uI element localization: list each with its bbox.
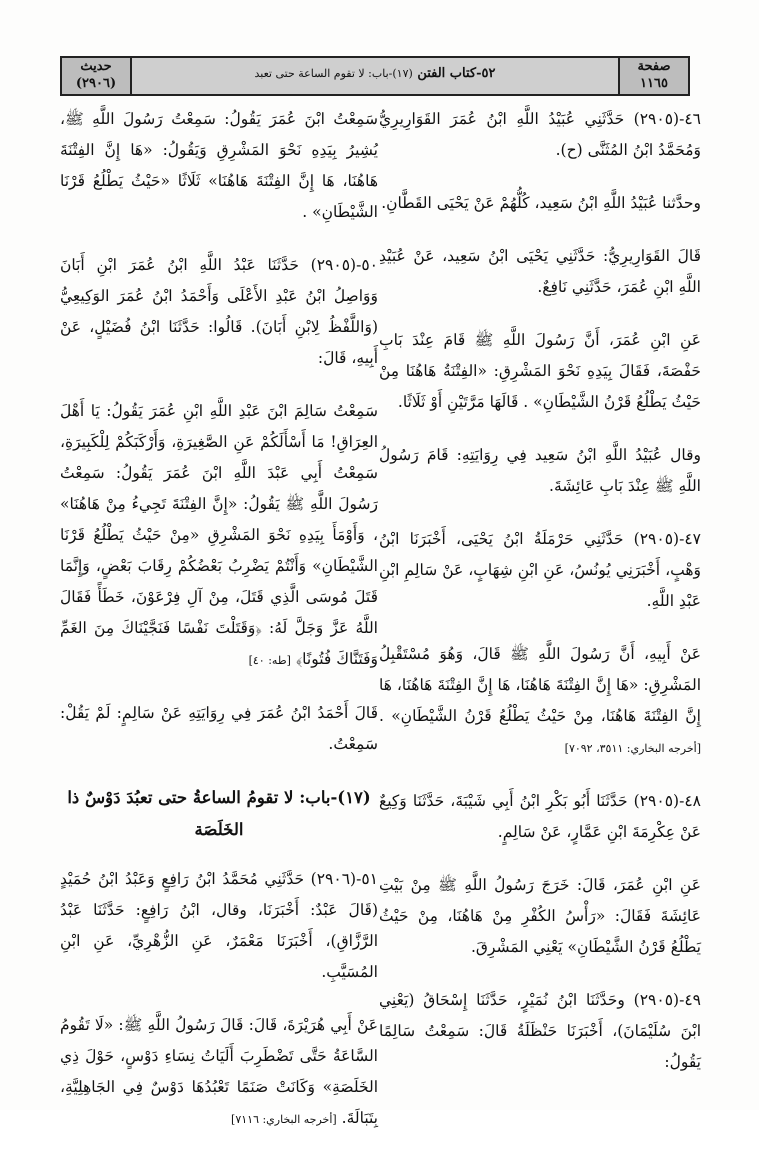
- chapter-heading: (١٧)-باب: لا تقومُ الساعةُ حتى تعبُدَ دَوْسٌ ذا الخَلَصَة: [67, 788, 371, 839]
- hadith-51-isnad: ٥١-(٢٩٠٦) حَدَّثَنِي مُحَمَّدُ ابْنُ رَافِعٍ وَعَبْدُ ابْنُ حُمَيْدٍ (قَالَ عَبْدٌ: أَخْبَرَنَا، وقال، ابْنُ رَافِعٍ: حَدَّثَنَا عَبْدُ الرَّزَّاقِ)، أَخْبَرَنَا مَعْمَرٌ، عَنِ الزُّهْرِيِّ، عَنِ ابْنِ المُسَيَّبِ.: [60, 870, 378, 981]
- page-number-box: [618, 58, 688, 94]
- right-column: [379, 104, 701, 1100]
- page-label: صفحة: [637, 59, 671, 74]
- chapter-title: (١٧)-باب: لا تقوم الساعة حتى تعبد: [254, 67, 413, 80]
- hadith-50-isnad: ٥٠-(٢٩٠٥) حَدَّثَنَا عَبْدُ اللَّهِ ابْنُ عُمَرَ ابْنِ أَبَانَ وَوَاصِلُ ابْنُ عَبْدِ الأَعْلَى وَأَحْمَدُ ابْنُ عُمَرَ الوَكِيعِيُّ (وَاللَّفْظُ لِابْنِ أَبَانَ). قَالُوا: حَدَّثَنَا ابْنُ فُضَيْلٍ، عَنْ أَبِيهِ، قَالَ:: [60, 256, 378, 367]
- hadith-number: (٢٩٠٦): [75, 76, 117, 91]
- hadith-46-note: وقال عُبَيْدُ اللَّهِ ابْنُ سَعِيد فِي رِوَايَتِهِ: قَامَ رَسُولُ اللَّهِ ﷺ عِنْدَ بَابِ عَائِشَةَ.: [379, 446, 701, 495]
- hadith-46-isnad: ٤٦-(٢٩٠٥) حَدَّثَنِي عُبَيْدُ اللَّهِ ابْنُ عُمَرَ القَوَارِيرِيُّ وَمُحَمَّدُ ابْنُ المُثَنَّى (ح).: [379, 110, 701, 159]
- hadith-46-matn: عَنِ ابْنِ عُمَرَ، أَنَّ رَسُولَ اللَّهِ ﷺ قَامَ عِنْدَ بَابِ حَفْصَةَ، فَقَالَ بِيَدِهِ نَحْوَ المَشْرِقِ: «الفِتْنَةُ هَاهُنَا مِنْ حَيْثُ يَطْلُعُ قَرْنُ الشَّيْطَانِ» . قَالَهَا مَرَّتَيْنِ أَوْ ثَلَاثًا.: [379, 331, 701, 411]
- page-number: ١١٦٥: [640, 76, 668, 91]
- hadith-46-isnad-3: قَالَ القَوَارِيرِيُّ: حَدَّثَنِي يَحْيَى ابْنُ سَعِيد، عَنْ عُبَيْدِ اللَّهِ ابْنِ عُمَرَ، حَدَّثَنِي نَافِعٌ.: [379, 247, 701, 296]
- quran-reference: [طه: ٤٠]: [248, 654, 291, 667]
- hadith-50-text: سَمِعْتُ سَالِمَ ابْنَ عَبْدِ اللَّهِ ابْنِ عُمَرَ يَقُولُ: يَا أَهْلَ العِرَاقِ! مَا أَسْأَلَكُمْ عَنِ الصَّغِيرَةِ، وَأَرْكَبَكُمْ لِلْكَبِيرَةِ، سَمِعْتُ أَبِي عَبْدَ اللَّهِ ابْنَ عُمَرَ يَقُولُ: سَمِعْتُ رَسُولَ اللَّهِ ﷺ يَقُولُ: «إِنَّ الفِتْنَةَ تَجِيءُ مِنْ هَاهُنَا» ، وَأَوْمَأَ بِيَدِهِ نَحْوَ المَشْرِقِ «مِنْ حَيْثُ يَطْلُعُ قَرْنَا الشَّيْطَانِ» وَأَنْتُمْ يَضْرِبُ بَعْضُكُمْ رِقَابَ بَعْضٍ، وَإِنَّمَا قَتَلَ مُوسَى الَّذِي قَتَلَ، مِنْ آلِ فِرْعَوْنَ، خَطَأً فَقَالَ اللَّهُ عَزَّ وَجَلَّ لَهُ: ﴿وَقَتَلْتَ نَفْسًا فَنَجَّيْنَاكَ مِنَ الغَمِّ وَفَتَنَّاكَ فُتُونًا﴾: [60, 402, 378, 668]
- hadith-49-matn: سَمِعْتُ ابْنَ عُمَرَ يَقُولُ: سَمِعْتُ رَسُولَ اللَّهِ ﷺ، يُشِيرُ بِيَدِهِ نَحْوَ المَشْرِقِ وَيَقُولُ: «هَا إِنَّ الفِتْنَةَ هَاهُنَا، هَا إِنَّ الفِتْنَةَ هَاهُنَا» ثَلَاثًا «حَيْثُ يَطْلُعُ قَرْنَا الشَّيْطَانِ» .: [60, 110, 378, 221]
- hadith-47-matn: [379, 639, 701, 764]
- hadith-48-isnad: ٤٨-(٢٩٠٥) حَدَّثَنَا أَبُو بَكْرِ ابْنُ أَبِي شَيْبَةَ، حَدَّثَنَا وَكِيعٌ عَنْ عِكْرِمَةَ ابْنِ عَمَّارٍ، عَنْ سَالِمٍ.: [379, 792, 701, 841]
- page-header: [60, 56, 690, 96]
- hadith-label: حديث: [80, 59, 112, 74]
- hadith-51-text: عَنْ أَبِي هُرَيْرَةَ، قَالَ: قَالَ رَسُولُ اللَّهِ ﷺ: «لَا تَقُومُ السَّاعَةُ حَتَّى تَضْطَرِبَ أَلَيَاتُ نِسَاءِ دَوْسٍ، حَوْلَ ذِي الخَلَصَةِ» وَكَانَتْ صَنَمًا تَعْبُدُهَا دَوْسٌ فِي الجَاهِلِيَّةِ، بِتَبَالَةَ.: [60, 1016, 378, 1127]
- hadith-49-isnad: ٤٩-(٢٩٠٥) وحَدَّثَنَا ابْنُ نُمَيْرٍ، حَدَّثَنَا إِسْحَاقُ (يَعْنِي ابْنَ سُلَيْمَانَ)، أَخْبَرَنَا حَنْظَلَةُ قَالَ: سَمِعْتُ سَالِمًا يَقُولُ:: [379, 991, 701, 1071]
- hadith-50-matn: [60, 396, 378, 676]
- hadith-51-reference: [أخرجه البخاري: ٧١١٦]: [231, 1113, 337, 1126]
- hadith-51-matn: [60, 1010, 378, 1135]
- hadith-47-isnad: ٤٧-(٢٩٠٥) حَدَّثَنِي حَرْمَلَةُ ابْنُ يَحْيَى، أَخْبَرَنَا ابْنُ وَهْبٍ، أَخْبَرَنِي يُونُسُ، عَنِ ابْنِ شِهَابٍ، عَنْ سَالِمِ ابْنِ عَبْدِ اللَّهِ.: [379, 530, 701, 610]
- left-column: [60, 104, 378, 1157]
- book-title: ٥٢-كتاب الفتن: [417, 66, 496, 81]
- header-title-block: [142, 66, 608, 81]
- hadith-46-isnad-2: وحدَّثنا عُبَيْدُ اللَّهِ ابْنُ سَعِيد، كُلُّهُمْ عَنْ يَحْيَى القَطَّانِ.: [381, 194, 701, 212]
- hadith-48-matn: عَنِ ابْنِ عُمَرَ، قَالَ: خَرَجَ رَسُولُ اللَّهِ ﷺ مِنْ بَيْتِ عَائِشَةَ فَقَالَ: «رَأْسُ الكُفْرِ مِنْ هَاهُنَا، مِنْ حَيْثُ يَطْلُعُ قَرْنُ الشَّيْطَانِ» يَعْنِي المَشْرِقَ.: [379, 876, 701, 956]
- hadith-number-box: [62, 58, 132, 94]
- hadith-50-note: قَالَ أَحْمَدُ ابْنُ عُمَرَ فِي رِوَايَتِهِ عَنْ سَالِمٍ: لَمْ يَقُلْ: سَمِعْتُ.: [60, 704, 378, 753]
- hadith-47-reference: [أخرجه البخاري: ٣٥١١، ٧٠٩٢]: [564, 742, 701, 755]
- hadith-47-text: عَنْ أَبِيهِ، أَنَّ رَسُولَ اللَّهِ ﷺ قَالَ، وَهُوَ مُسْتَقْبِلُ المَشْرِقِ: «هَا إِنَّ الفِتْنَةَ هَاهُنَا، هَا إِنَّ الفِتْنَةَ هَاهُنَا، هَا إِنَّ الفِتْنَةَ هَاهُنَا، مِنْ حَيْثُ يَطْلُعُ قَرْنُ الشَّيْطَانِ» .: [379, 645, 701, 725]
